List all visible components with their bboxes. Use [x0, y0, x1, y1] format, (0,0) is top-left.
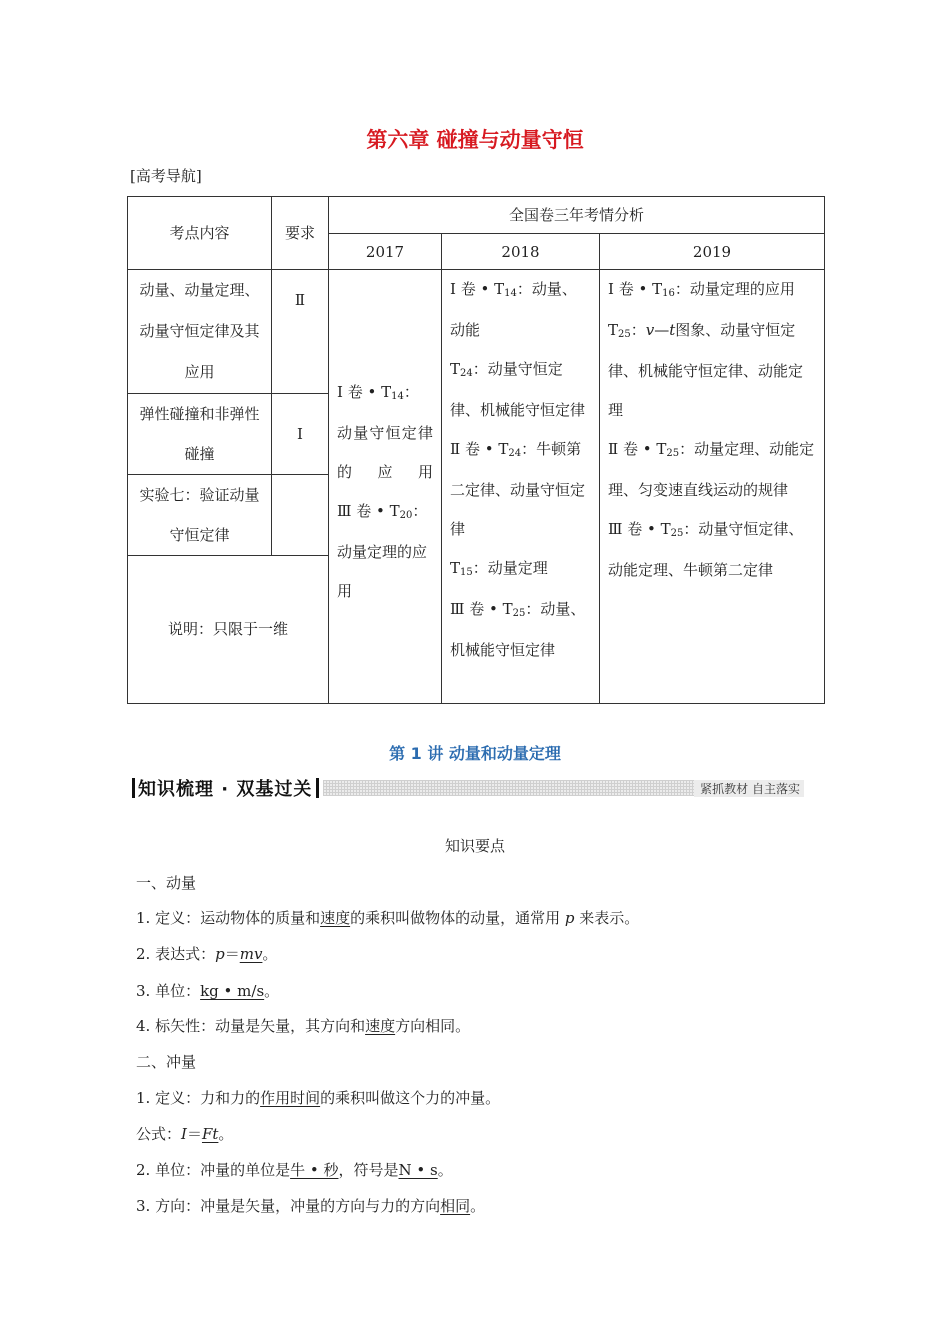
- cell-2019: Ⅰ 卷 • T16：动量定理的应用 T25：v—t图象、动量守恒定律、机械能守恒定律、动能定理 Ⅱ 卷 • T25：动量定理、动能定理、匀变速直线运动的规律 Ⅲ 卷 • T25：动量守恒定律、动能定理、牛顿第二定律: [600, 270, 825, 704]
- line-impulse-definition: 1. 定义：力和力的作用时间的乘积叫做这个力的冲量。: [136, 1089, 501, 1107]
- lesson-title: 第 1 讲 动量和动量定理: [389, 744, 561, 763]
- heading-momentum: 一、动量: [136, 874, 197, 892]
- note-cell: 说明：只限于一维: [128, 556, 329, 704]
- exam-analysis-table: [127, 196, 825, 704]
- cell-2017: Ⅰ 卷 • T14： 动量守恒定律的应用 Ⅲ 卷 • T20： 动量定理的应用: [329, 270, 442, 704]
- row-3-requirement: [272, 475, 329, 556]
- line-impulse-unit: 2. 单位：冲量的单位是牛 • 秒，符号是N • s。: [136, 1161, 453, 1179]
- exam-guide-label: [高考导航]: [130, 167, 202, 185]
- row-1-requirement: Ⅱ: [272, 270, 329, 394]
- header-requirement: 要求: [272, 197, 329, 270]
- year-2019: 2019: [600, 234, 825, 270]
- row-2-requirement: Ⅰ: [272, 394, 329, 475]
- line-impulse-formula: 公式：I＝Ft。: [136, 1125, 234, 1143]
- year-2017: 2017: [329, 234, 442, 270]
- row-3-content: 实验七：验证动量守恒定律: [128, 475, 272, 556]
- chapter-title: 第六章 碰撞与动量守恒: [366, 127, 584, 152]
- row-2-content: 弹性碰撞和非弹性碰撞: [128, 394, 272, 475]
- banner-left-text: 知识梳理 · 双基过关: [138, 779, 313, 800]
- cell-2018: Ⅰ 卷 • T14：动量、动能 T24：动量守恒定律、机械能守恒定律 Ⅱ 卷 • T24：牛顿第二定律、动量守恒定律 T15：动量定理 Ⅲ 卷 • T25：动量、机械能守恒定律: [442, 270, 600, 704]
- line-momentum-unit: 3. 单位：kg • m/s。: [136, 982, 280, 1000]
- line-impulse-direction: 3. 方向：冲量是矢量，冲量的方向与力的方向相同。: [136, 1197, 486, 1215]
- section-title: 知识要点: [444, 837, 505, 855]
- heading-impulse: 二、冲量: [136, 1053, 197, 1071]
- banner-bar-right: [316, 778, 319, 798]
- section-banner: [132, 777, 804, 799]
- banner-fill: [323, 780, 804, 796]
- banner-right-text: 紧抓教材 自主落实: [694, 780, 804, 797]
- line-momentum-vector: 4. 标矢性：动量是矢量，其方向和速度方向相同。: [136, 1017, 471, 1035]
- header-content: 考点内容: [128, 197, 272, 270]
- line-momentum-formula: 2. 表达式：p＝mv。: [136, 945, 278, 963]
- banner-bar-left: [132, 778, 135, 798]
- header-analysis: 全国卷三年考情分析: [329, 197, 825, 234]
- year-2018: 2018: [442, 234, 600, 270]
- row-1-content: 动量、动量定理、动量守恒定律及其应用: [128, 270, 272, 394]
- line-momentum-definition: 1. 定义：运动物体的质量和速度的乘积叫做物体的动量，通常用 p 来表示。: [136, 909, 640, 927]
